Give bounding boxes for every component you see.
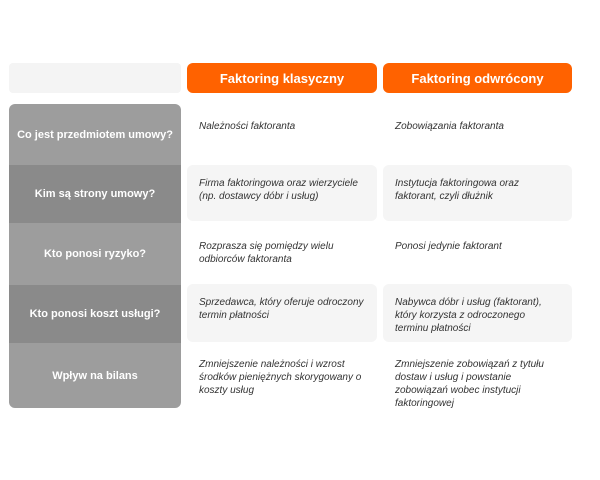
cell-reverse-balance: Zmniejszenie zobowiązań z tytułu dostaw i usług i powstanie zobowiązań wobec instytucji faktoringowej: [395, 359, 544, 409]
column-header-reverse: Faktoring odwrócony: [383, 63, 572, 93]
cell-classic-parties: Firma faktoringowa oraz wierzyciele (np. dostawcy dóbr i usług): [187, 165, 377, 221]
cell-reverse-parties: Instytucja faktoringowa oraz faktorant, czyli dłużnik: [383, 165, 572, 221]
cell-reverse-subject: Zobowiązania faktoranta: [395, 121, 504, 132]
column-header-classic: Faktoring klasyczny: [187, 63, 377, 93]
cell-classic-balance: Zmniejszenie należności i wzrost środków pieniężnych skorygowany o koszty usług: [199, 359, 362, 396]
cell-reverse-risk: Ponosi jedynie faktorant: [395, 241, 502, 252]
header-corner-blank: [9, 63, 181, 93]
cell-reverse-cost: Nabywca dóbr i usług (faktorant), który korzysta z odroczonego terminu płatności: [383, 284, 572, 342]
cell-classic-subject: Należności faktoranta: [199, 121, 296, 132]
row-label-parties: Kim są strony umowy?: [9, 165, 181, 223]
row-label-balance: Wpływ na bilans: [9, 343, 181, 408]
row-label-subject: Co jest przedmiotem umowy?: [9, 104, 181, 165]
cell-classic-risk: Rozprasza się pomiędzy wielu odbiorców faktoranta: [199, 241, 334, 265]
cell-classic-cost: Sprzedawca, który oferuje odroczony termin płatności: [187, 284, 377, 342]
row-labels-column: [9, 104, 181, 408]
row-label-cost: Kto ponosi koszt usługi?: [9, 285, 181, 343]
row-label-risk: Kto ponosi ryzyko?: [9, 223, 181, 285]
